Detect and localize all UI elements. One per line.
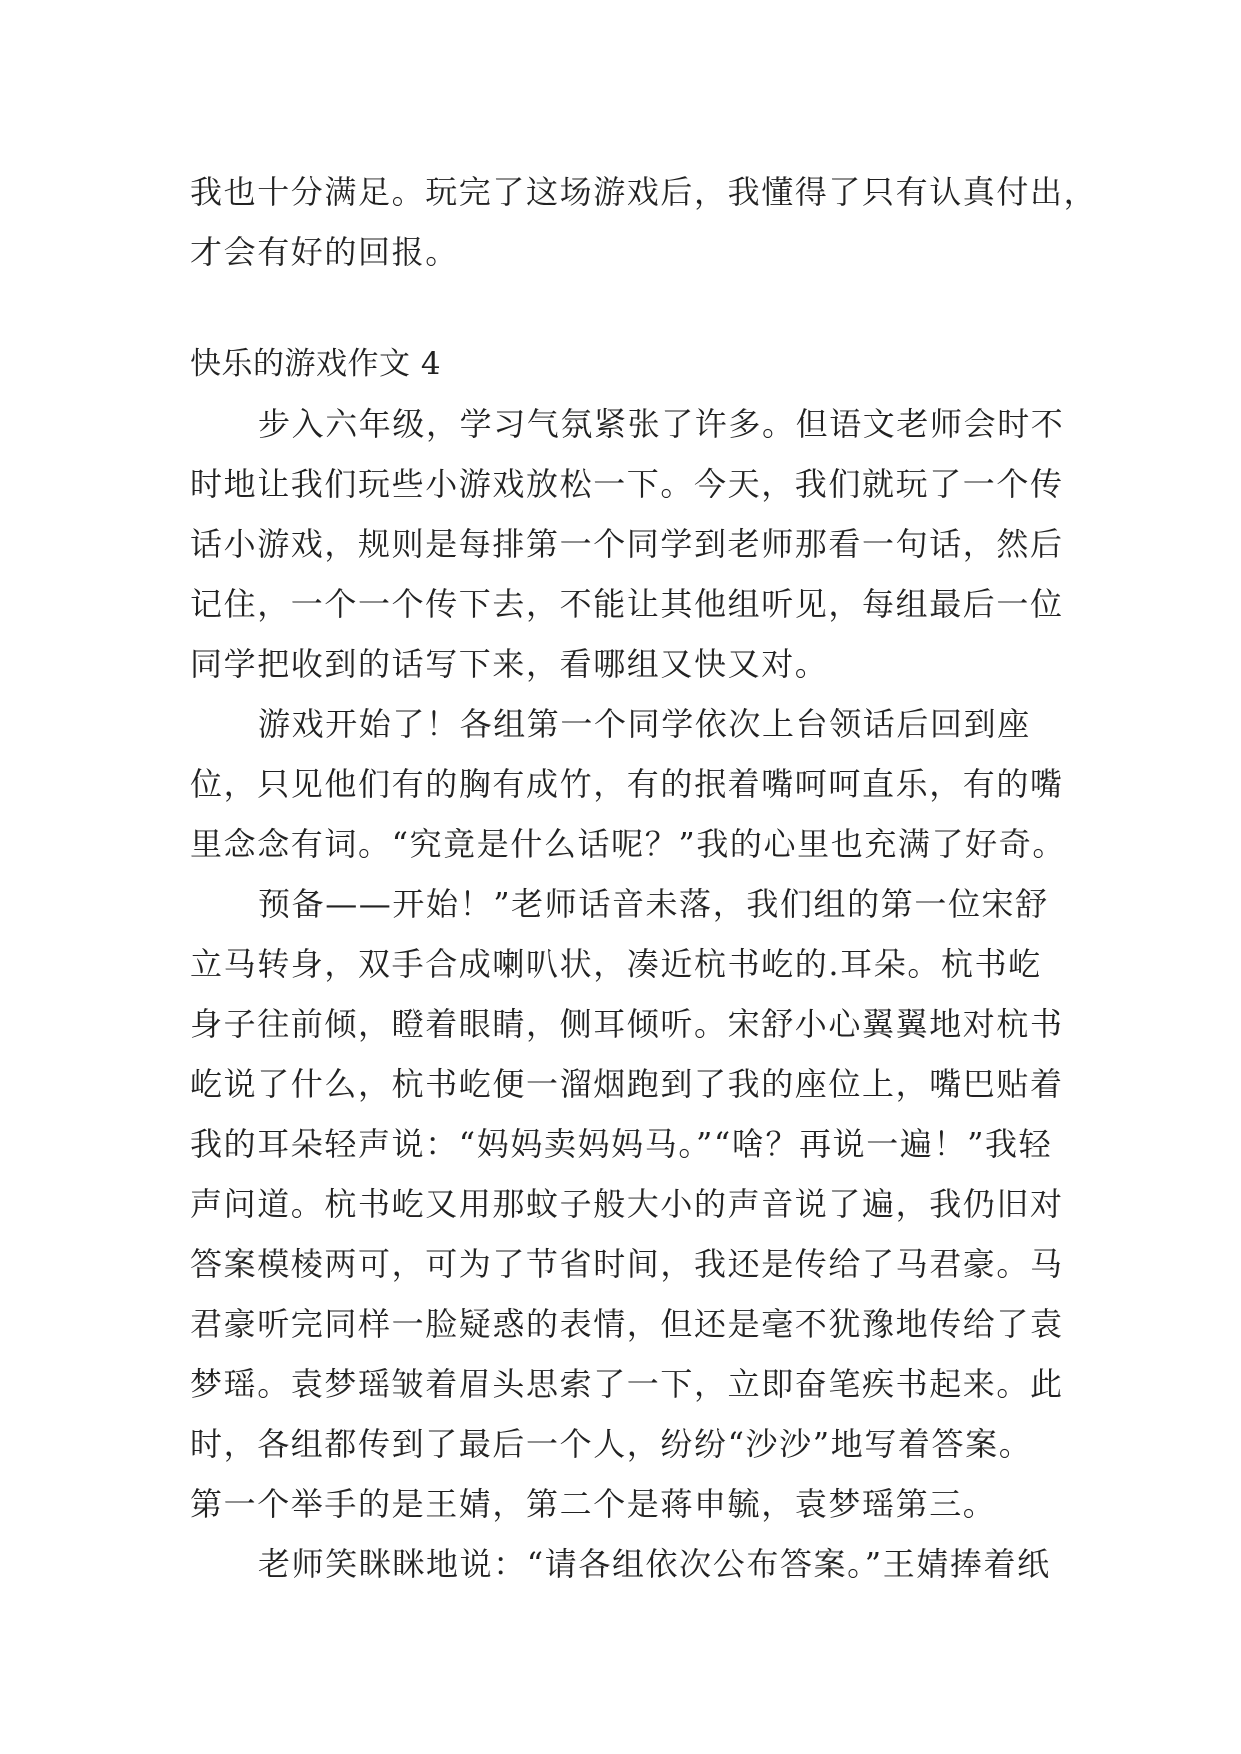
text-line: 我的耳朵轻声说：“妈妈卖妈妈马。”“啥？再说一遍！”我轻 [190, 1125, 1053, 1163]
text-line: 预备——开始！”老师话音未落，我们组的第一位宋舒 [258, 885, 1049, 923]
text-line: 老师笑眯眯地说：“请各组依次公布答案。”王婧捧着纸 [258, 1545, 1051, 1583]
text-line: 才会有好的回报。 [190, 233, 459, 271]
text-line: 答案模棱两可，可为了节省时间，我还是传给了马君豪。马 [190, 1245, 1064, 1283]
text-line: 第一个举手的是王婧，第二个是蒋申毓，袁梦瑶第三。 [190, 1485, 997, 1523]
text-line: 同学把收到的话写下来，看哪组又快又对。 [190, 645, 829, 683]
text-line: 身子往前倾，瞪着眼睛，侧耳倾听。宋舒小心翼翼地对杭书 [190, 1005, 1064, 1043]
document-body [190, 162, 1098, 1594]
text-line: 话小游戏，规则是每排第一个同学到老师那看一句话，然后 [190, 525, 1064, 563]
spacer [190, 282, 1050, 334]
text-line: 里念念有词。“究竟是什么话呢？”我的心里也充满了好奇。 [190, 825, 1066, 863]
text-line: 梦瑶。袁梦瑶皱着眉头思索了一下，立即奋笔疾书起来。此 [190, 1365, 1064, 1403]
text-line: 君豪听完同样一脸疑惑的表情，但还是毫不犹豫地传给了袁 [190, 1305, 1064, 1343]
text-line: 步入六年级，学习气氛紧张了许多。但语文老师会时不 [258, 405, 1065, 443]
text-line: 时地让我们玩些小游戏放松一下。今天，我们就玩了一个传 [190, 465, 1064, 503]
text-line: 游戏开始了！各组第一个同学依次上台领话后回到座 [258, 705, 1031, 743]
text-line: 屹说了什么，杭书屹便一溜烟跑到了我的座位上，嘴巴贴着 [190, 1065, 1064, 1103]
text-line: 我也十分满足。玩完了这场游戏后，我懂得了只有认真付出， [190, 173, 1098, 211]
text-line: 记住，一个一个传下去，不能让其他组听见，每组最后一位 [190, 585, 1064, 623]
text-line: 声问道。杭书屹又用那蚊子般大小的声音说了遍，我仍旧对 [190, 1185, 1064, 1223]
text-line: 立马转身，双手合成喇叭状，凑近杭书屹的.耳朵。杭书屹 [190, 945, 1042, 983]
section-title: 快乐的游戏作文 4 [190, 346, 442, 382]
text-line: 时，各组都传到了最后一个人，纷纷“沙沙”地写着答案。 [190, 1425, 1033, 1463]
text-line: 位，只见他们有的胸有成竹，有的抿着嘴呵呵直乐，有的嘴 [190, 765, 1064, 803]
